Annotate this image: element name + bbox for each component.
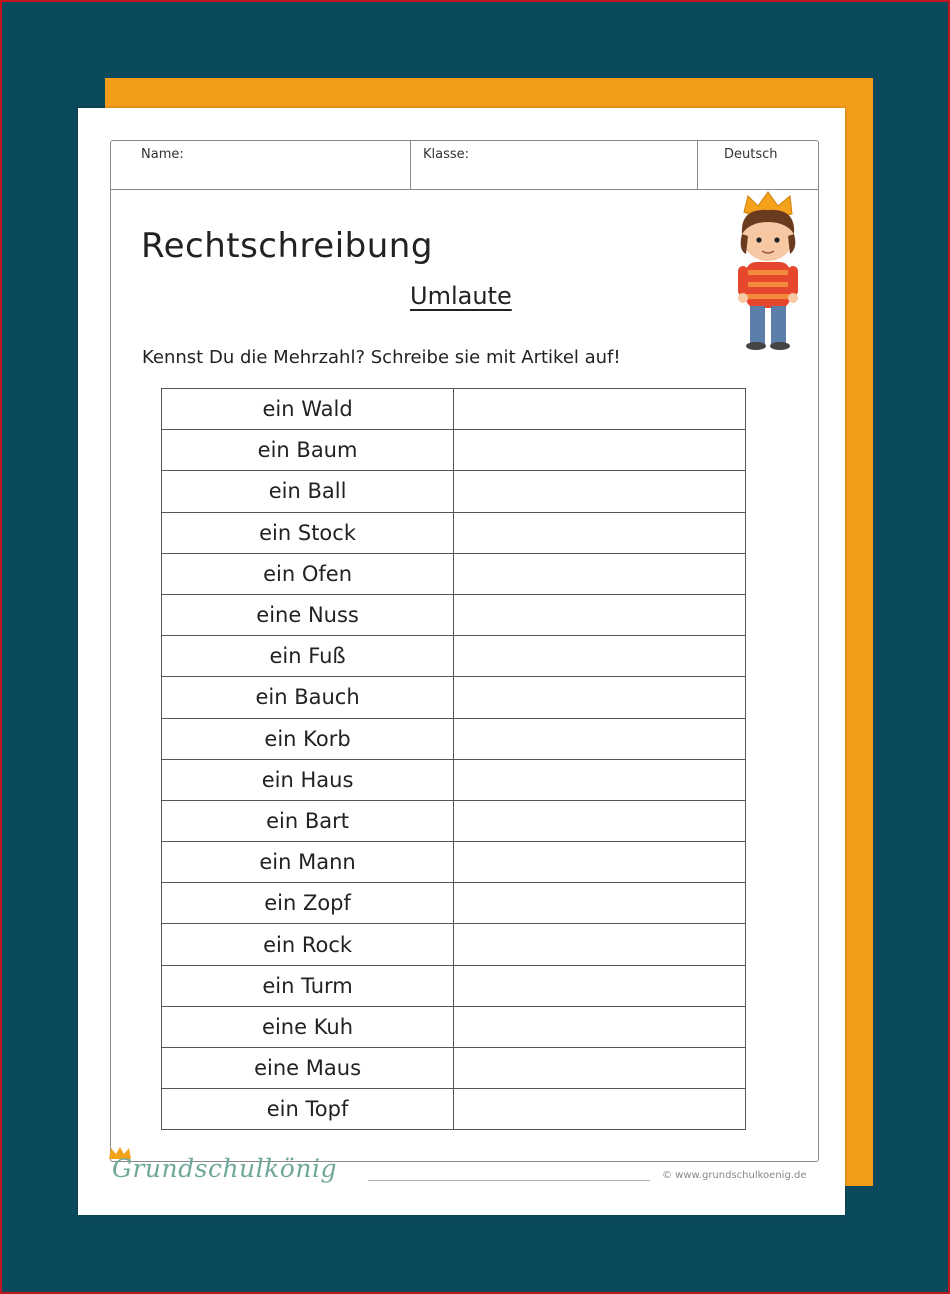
brand-logo: Grundschulkönig <box>112 1154 337 1183</box>
plural-answer-cell[interactable] <box>454 800 746 841</box>
singular-word-cell: ein Fuß <box>162 636 454 677</box>
table-row <box>162 965 746 1006</box>
singular-word-cell: ein Korb <box>162 718 454 759</box>
singular-word-cell: ein Haus <box>162 759 454 800</box>
plural-answer-cell[interactable] <box>454 389 746 430</box>
header-row <box>111 141 818 190</box>
singular-word-cell: ein Ball <box>162 471 454 512</box>
plural-answer-cell[interactable] <box>454 883 746 924</box>
singular-word-cell: ein Baum <box>162 430 454 471</box>
table-row <box>162 1089 746 1130</box>
singular-word-cell: ein Ofen <box>162 553 454 594</box>
table-row <box>162 842 746 883</box>
class-field[interactable] <box>411 141 698 189</box>
singular-word-cell: ein Topf <box>162 1089 454 1130</box>
singular-word-cell: ein Stock <box>162 512 454 553</box>
instruction-text: Kennst Du die Mehrzahl? Schreibe sie mit Artikel auf! <box>142 347 621 368</box>
table-row <box>162 471 746 512</box>
page-subtitle: Umlaute <box>410 282 512 310</box>
plural-answer-cell[interactable] <box>454 636 746 677</box>
table-row <box>162 1006 746 1047</box>
page-title: Rechtschreibung <box>141 226 433 266</box>
boy-with-crown-icon <box>726 190 810 352</box>
name-field[interactable] <box>111 141 411 189</box>
table-row <box>162 430 746 471</box>
plural-answer-cell[interactable] <box>454 842 746 883</box>
words-table <box>161 388 746 1130</box>
singular-word-cell: ein Wald <box>162 389 454 430</box>
plural-answer-cell[interactable] <box>454 965 746 1006</box>
table-row <box>162 883 746 924</box>
table-row <box>162 759 746 800</box>
table-row <box>162 924 746 965</box>
plural-answer-cell[interactable] <box>454 1089 746 1130</box>
subject-cell <box>698 141 818 189</box>
singular-word-cell: eine Maus <box>162 1048 454 1089</box>
singular-word-cell: ein Zopf <box>162 883 454 924</box>
singular-word-cell: eine Kuh <box>162 1006 454 1047</box>
plural-answer-cell[interactable] <box>454 677 746 718</box>
singular-word-cell: ein Mann <box>162 842 454 883</box>
plural-answer-cell[interactable] <box>454 512 746 553</box>
table-row <box>162 718 746 759</box>
singular-word-cell: ein Bauch <box>162 677 454 718</box>
table-row <box>162 1048 746 1089</box>
table-row <box>162 800 746 841</box>
plural-answer-cell[interactable] <box>454 1048 746 1089</box>
table-row <box>162 389 746 430</box>
class-label: Klasse: <box>423 147 470 162</box>
singular-word-cell: ein Bart <box>162 800 454 841</box>
plural-answer-cell[interactable] <box>454 430 746 471</box>
plural-answer-cell[interactable] <box>454 924 746 965</box>
plural-answer-cell[interactable] <box>454 1006 746 1047</box>
table-row <box>162 594 746 635</box>
footer-divider <box>368 1180 650 1181</box>
plural-answer-cell[interactable] <box>454 553 746 594</box>
table-row <box>162 512 746 553</box>
plural-answer-cell[interactable] <box>454 471 746 512</box>
singular-word-cell: eine Nuss <box>162 594 454 635</box>
singular-word-cell: ein Turm <box>162 965 454 1006</box>
table-row <box>162 636 746 677</box>
subject-label: Deutsch <box>724 147 778 162</box>
worksheet-page <box>78 108 845 1215</box>
singular-word-cell: ein Rock <box>162 924 454 965</box>
plural-answer-cell[interactable] <box>454 594 746 635</box>
copyright-text: © www.grundschulkoenig.de <box>662 1170 807 1181</box>
plural-answer-cell[interactable] <box>454 718 746 759</box>
table-row <box>162 553 746 594</box>
table-row <box>162 677 746 718</box>
plural-answer-cell[interactable] <box>454 759 746 800</box>
name-label: Name: <box>141 147 184 162</box>
